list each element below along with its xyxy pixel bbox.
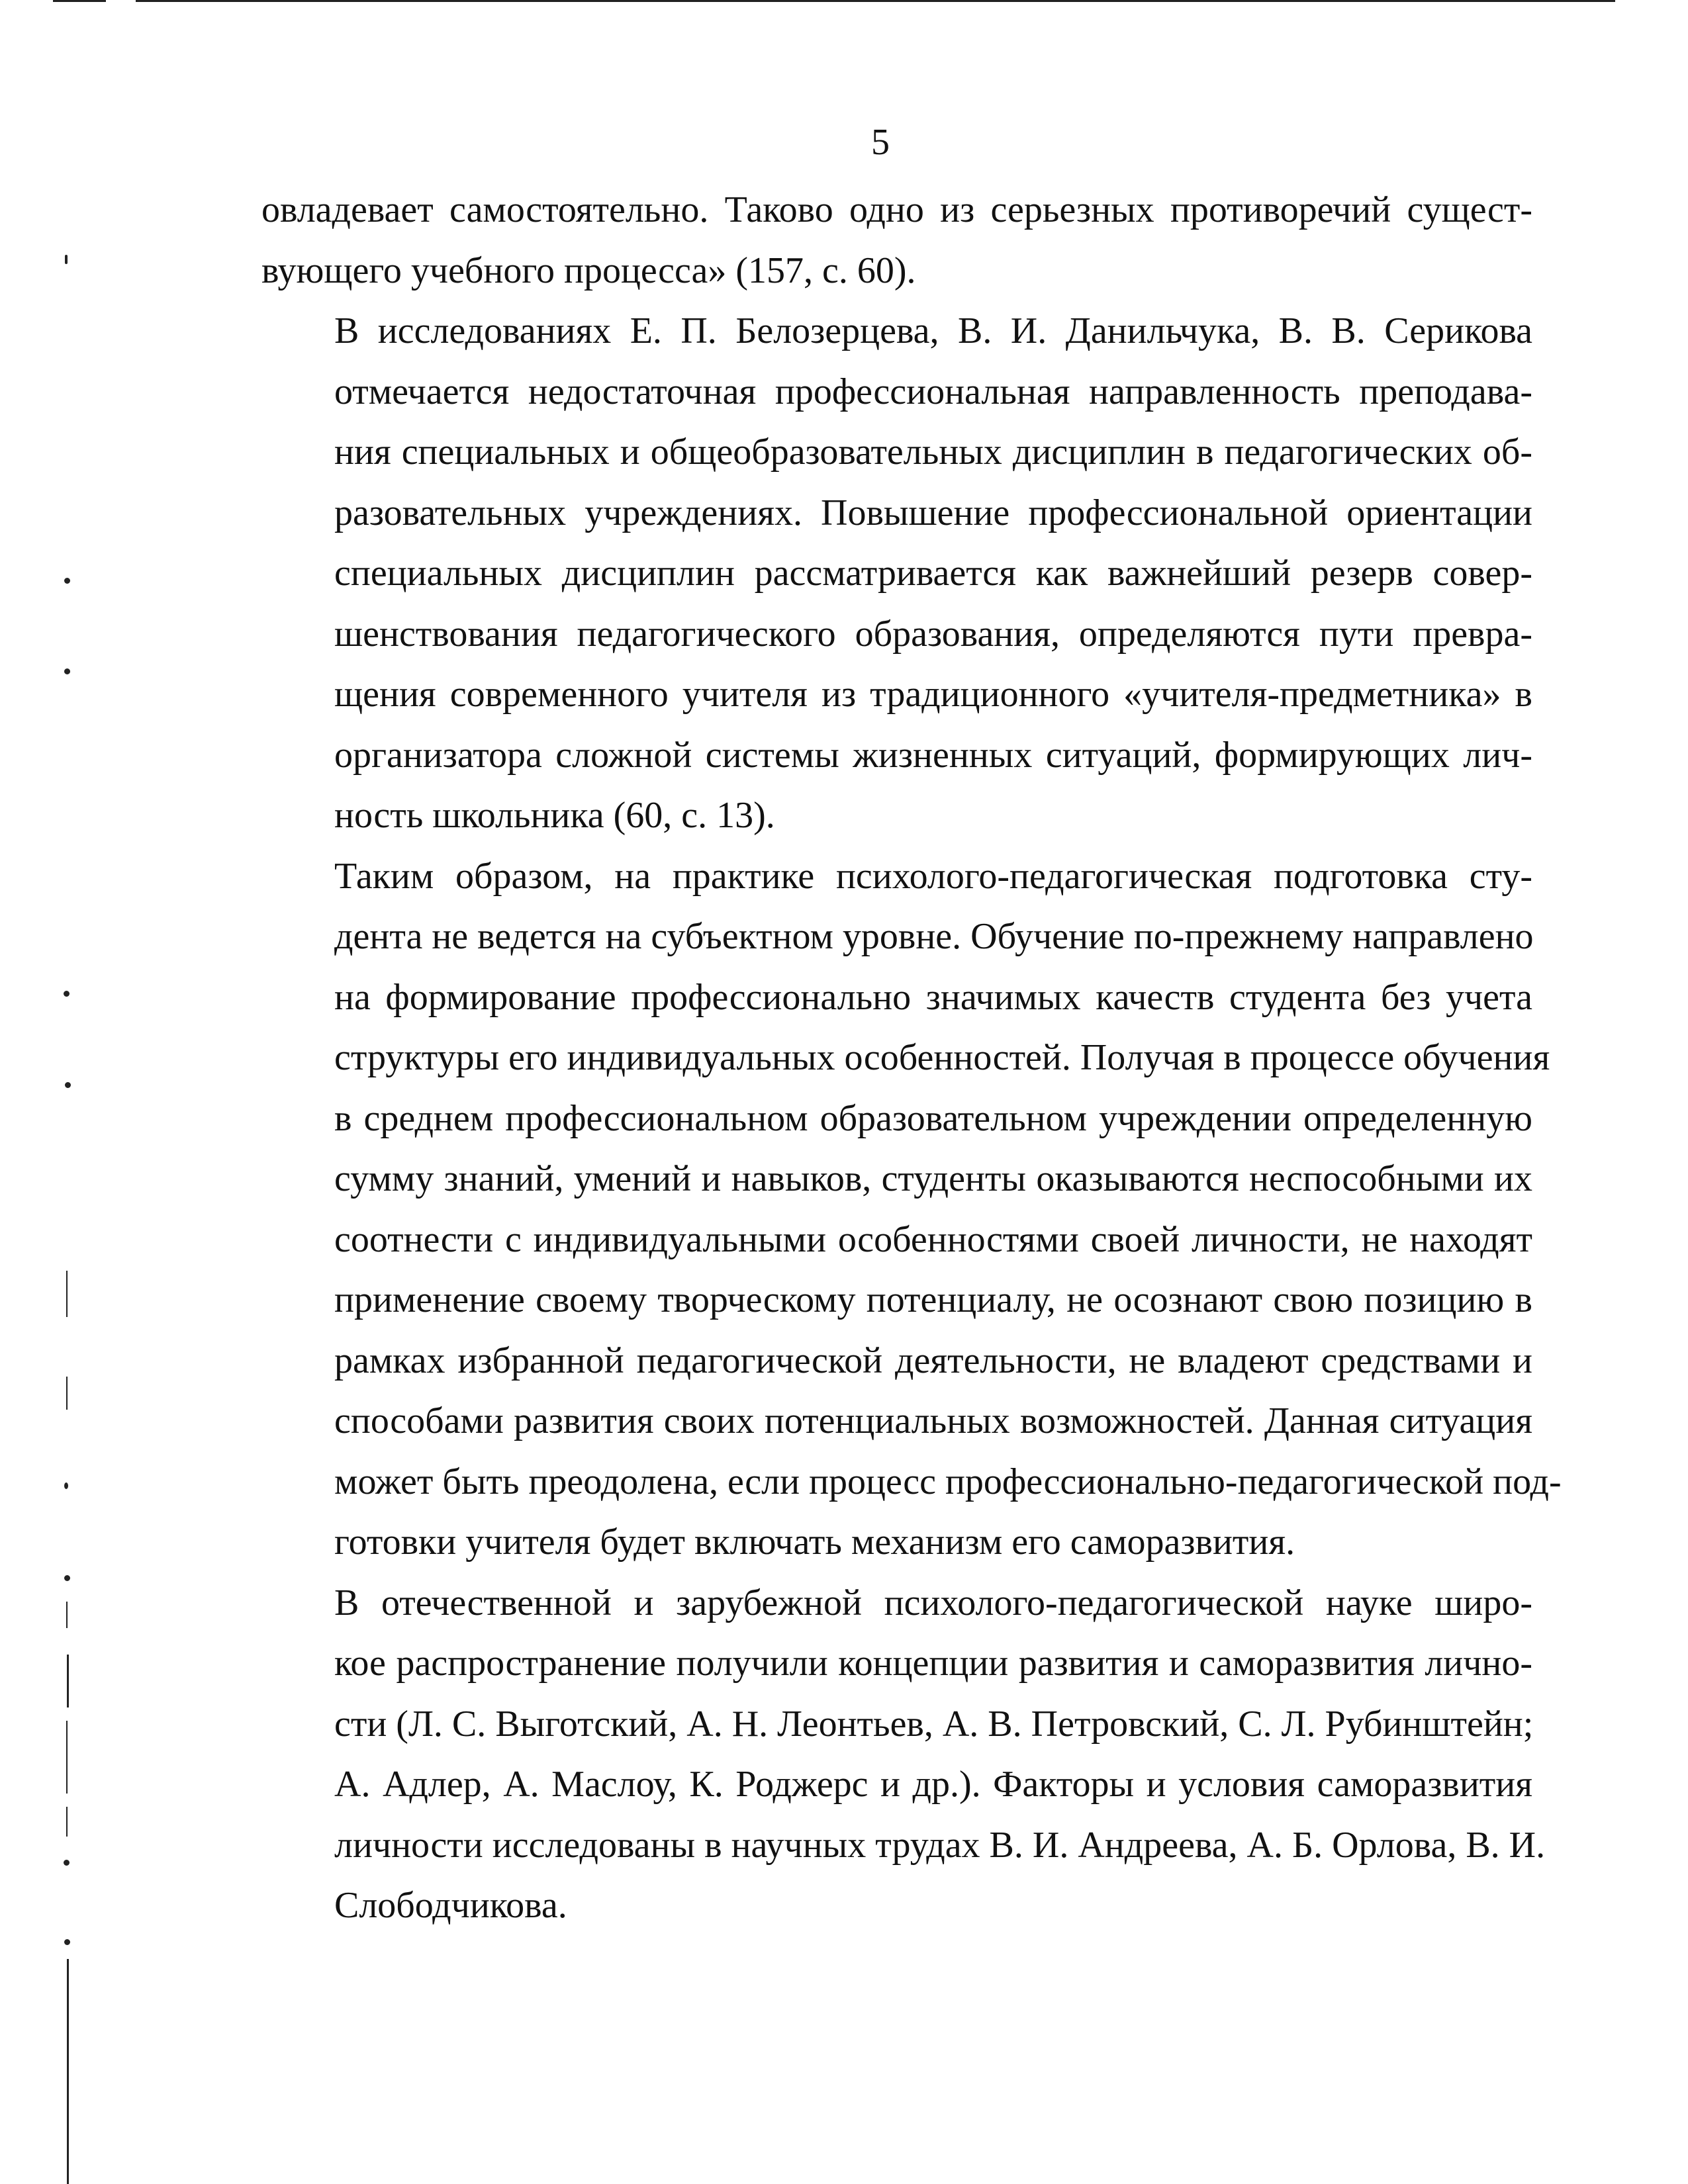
page-number: 5 bbox=[871, 122, 890, 163]
text-line: отмечается недостаточная профессиональная направленность преподава- bbox=[334, 371, 1532, 412]
paragraph-p3 bbox=[261, 846, 1562, 1573]
body-text bbox=[261, 180, 1562, 1936]
text-line: кое распространение получили концепции развития и саморазвития лично- bbox=[334, 1643, 1532, 1684]
margin-line bbox=[66, 1377, 68, 1410]
text-line: личности исследованы в научных трудах В. И. Андреева, А. Б. Орлова, В. И. bbox=[334, 1824, 1546, 1866]
margin-speck bbox=[64, 1860, 70, 1866]
text-line: соотнести с индивидуальными особенностями своей личности, не находят bbox=[334, 1218, 1532, 1260]
text-line: вующего учебного процесса» (157, с. 60). bbox=[261, 250, 916, 291]
margin-speck bbox=[64, 1939, 70, 1945]
text-line: сумму знаний, умений и навыков, студенты оказываются неспособными их bbox=[334, 1158, 1532, 1199]
text-line: овладевает самостоятельно. Таково одно из серьезных противоречий сущест- bbox=[261, 189, 1532, 230]
margin-speck bbox=[65, 255, 68, 264]
margin-line bbox=[67, 1959, 69, 2184]
text-line: рамках избранной педагогической деятельности, не владеют средствами и bbox=[334, 1340, 1532, 1381]
text-line: на формирование профессионально значимых качеств студента без учета bbox=[334, 976, 1532, 1018]
margin-line bbox=[67, 1655, 69, 1707]
text-line: может быть преодолена, если процесс профессионально-педагогической под- bbox=[334, 1461, 1562, 1502]
text-line: В отечественной и зарубежной психолого-педагогической науке широ- bbox=[334, 1582, 1532, 1623]
text-line: способами развития своих потенциальных возможностей. Данная ситуация bbox=[334, 1400, 1532, 1441]
margin-speck bbox=[64, 578, 70, 584]
paragraph-p4 bbox=[261, 1573, 1546, 1936]
text-line: разовательных учреждениях. Повышение профессиональной ориентации bbox=[334, 492, 1532, 533]
text-line: специальных дисциплин рассматривается как важнейший резерв совер- bbox=[334, 553, 1532, 594]
margin-line bbox=[66, 1602, 68, 1628]
margin-speck bbox=[64, 1482, 68, 1489]
margin-speck bbox=[64, 1575, 70, 1581]
text-line: готовки учителя будет включать механизм его саморазвития. bbox=[334, 1522, 1295, 1563]
text-line: в среднем профессиональном образовательном учреждении определенную bbox=[334, 1097, 1532, 1139]
text-line: щения современного учителя из традиционного «учителя-предметника» в bbox=[334, 674, 1532, 715]
margin-speck bbox=[64, 668, 70, 674]
margin-speck bbox=[64, 991, 70, 997]
paragraph-p2 bbox=[261, 301, 1532, 846]
text-line: В исследованиях Е. П. Белозерцева, В. И. Данильчука, В. В. Серикова bbox=[334, 310, 1532, 351]
text-line: применение своему творческому потенциалу, не осознают свою позицию в bbox=[334, 1279, 1532, 1320]
text-line: Таким образом, на практике психолого-педагогическая подготовка сту- bbox=[334, 855, 1532, 897]
text-line: Слободчикова. bbox=[334, 1885, 567, 1926]
text-line: сти (Л. С. Выготский, А. Н. Леонтьев, А. В. Петровский, С. Л. Рубинштейн; bbox=[334, 1703, 1534, 1745]
text-line: дента не ведется на субъектном уровне. Обучение по-прежнему направлено bbox=[334, 916, 1534, 957]
margin-line bbox=[66, 1807, 68, 1837]
text-line: ния специальных и общеобразовательных дисциплин в педагогических об- bbox=[334, 432, 1532, 473]
margin-speck bbox=[65, 1082, 71, 1088]
margin-line bbox=[66, 1721, 68, 1794]
text-line: А. Адлер, А. Маслоу, К. Роджерс и др.). Факторы и условия саморазвития bbox=[334, 1764, 1532, 1805]
text-line: организатора сложной системы жизненных ситуаций, формирующих лич- bbox=[334, 734, 1532, 776]
top-edge-rule bbox=[136, 0, 1615, 2]
text-line: структуры его индивидуальных особенностей. Получая в процессе обучения bbox=[334, 1037, 1550, 1078]
margin-line bbox=[66, 1271, 68, 1317]
top-edge-rule-left bbox=[53, 0, 106, 2]
text-line: шенствования педагогического образования, определяются пути превра- bbox=[334, 613, 1532, 655]
text-line: ность школьника (60, с. 13). bbox=[334, 795, 775, 836]
paragraph-p1 bbox=[261, 180, 1532, 301]
